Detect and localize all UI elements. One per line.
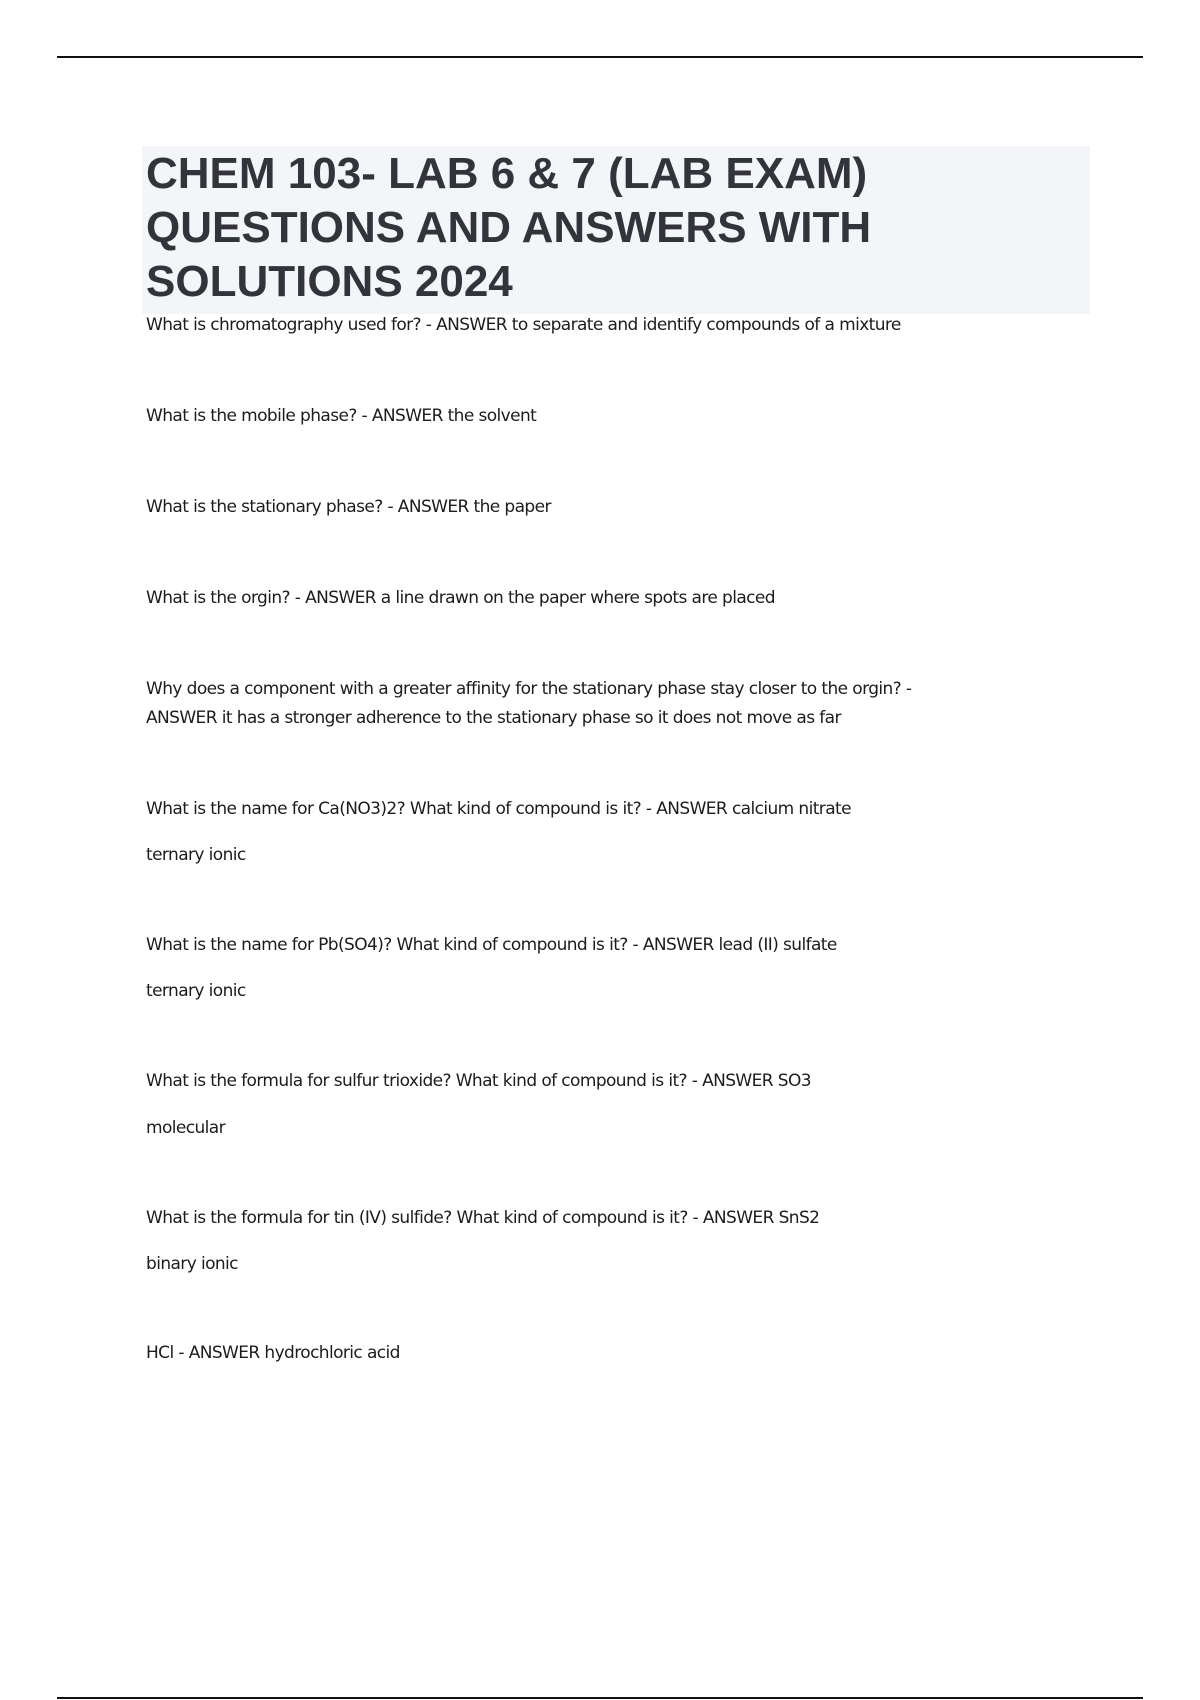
- qa-entry: What is the stationary phase? - ANSWER the paper: [146, 497, 551, 517]
- top-rule: [57, 56, 1143, 58]
- qa-answer-extra: ternary ionic: [146, 981, 246, 1001]
- bottom-rule: [57, 1697, 1143, 1699]
- document-title: CHEM 103- LAB 6 & 7 (LAB EXAM) QUESTIONS AND ANSWERS WITH SOLUTIONS 2024: [146, 149, 872, 306]
- qa-entry: What is the formula for sulfur trioxide? What kind of compound is it? - ANSWER SO3: [146, 1071, 811, 1091]
- qa-entry: HCl - ANSWER hydrochloric acid: [146, 1343, 400, 1363]
- qa-answer-extra: molecular: [146, 1118, 225, 1138]
- qa-entry: What is the orgin? - ANSWER a line drawn on the paper where spots are placed: [146, 588, 775, 608]
- qa-entry: Why does a component with a greater affinity for the stationary phase stay closer to the orgin? - ANSWER it has a stronger adherence to the stationary phase so it does not move as far: [146, 679, 917, 728]
- title-block: [142, 146, 1090, 314]
- qa-answer-extra: ternary ionic: [146, 845, 246, 865]
- qa-entry: What is the mobile phase? - ANSWER the solvent: [146, 406, 537, 426]
- qa-entry: What is chromatography used for? - ANSWER to separate and identify compounds of a mixture: [146, 315, 901, 335]
- qa-entry: What is the name for Ca(NO3)2? What kind of compound is it? - ANSWER calcium nitrate: [146, 799, 851, 819]
- qa-answer-extra: binary ionic: [146, 1254, 238, 1274]
- qa-entry: What is the name for Pb(SO4)? What kind of compound is it? - ANSWER lead (II) sulfate: [146, 935, 837, 955]
- qa-entry: What is the formula for tin (IV) sulfide? What kind of compound is it? - ANSWER SnS2: [146, 1208, 820, 1228]
